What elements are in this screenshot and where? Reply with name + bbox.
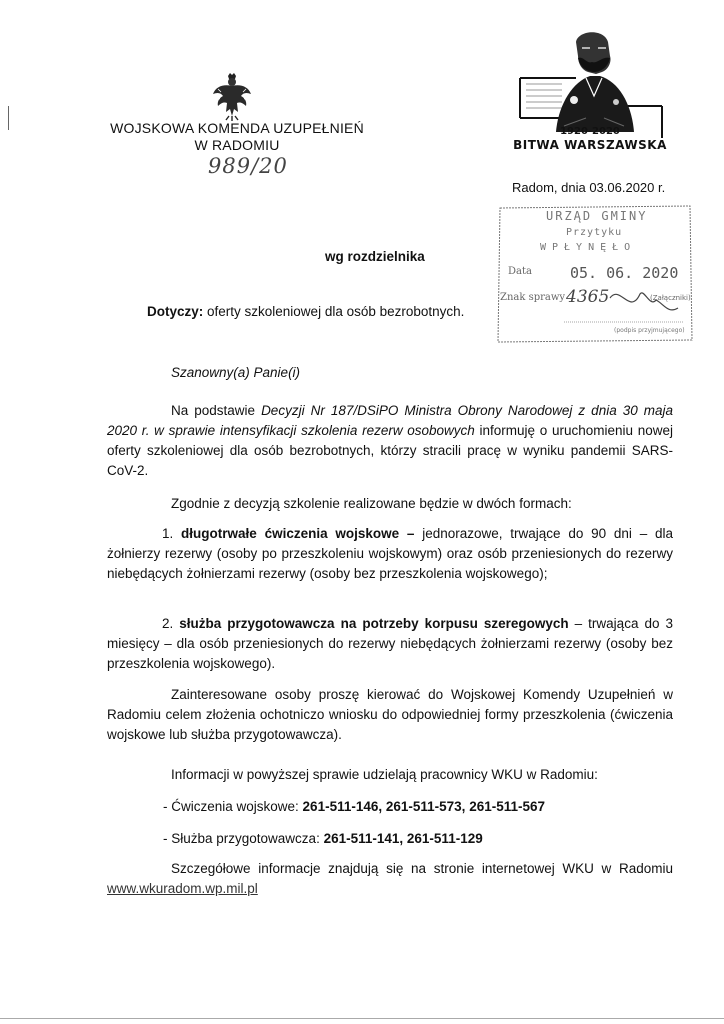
list-item-number: 2. [162,616,180,631]
list-item-text: – trwająca do 3 miesięcy – dla osób przeniesionych do rezerwy niebędących żołnierzami rezerwy (osoby bez przeszkolenia wojskowego). [107,616,673,671]
emblem-caption [500,126,680,152]
page-bottom-rule [0,1018,724,1019]
intro-text-b: informuję o uruchomieniu nowej oferty szkoleniowej dla osób bezrobotnych, którzy stracili pracę w wyniku pandemii SARS-CoV-2. [107,423,673,478]
stamp-office-place: Przytyku [566,227,623,238]
battle-emblem-portrait [516,26,666,138]
list-item-title: długotrwałe ćwiczenia wojskowe – [181,526,415,541]
stamp-date-value: 05. 06. 2020 [570,264,679,282]
stamp-ref-label: Znak sprawy [500,292,566,303]
issuer-city: W RADOMIU [194,137,280,153]
stamp-attachments-label: (Załączniki) [650,294,691,302]
list-item-text: jednorazowe, trwające do 90 dni – dla żołnierzy rezerwy (osoby po przeszkoleniu wojskowym) oraz osób przeniesionych do rezerwy niebędących żołnierzami rezerwy (osoby bez przeszkolenia wojskowego); [107,526,673,581]
list-item-title: służba przygotowawcza na potrzeby korpusu szeregowych [179,616,569,631]
website-paragraph [107,859,673,899]
stamp-date-label: Data [508,266,532,277]
list-item-exercises [107,524,673,584]
letter-date: Radom, dnia 03.06.2020 r. [512,180,666,195]
issuer-block [108,120,366,154]
forms-intro: Zgodnie z decyzją szkolenie realizowane będzie w dwóch formach: [171,496,572,511]
subject-label: Dotyczy: [147,304,204,319]
handwritten-registry-number: 989/20 [208,154,288,178]
contact-exercises [107,797,673,817]
stamp-ref-value: 4365 [566,287,610,307]
subject-line [147,304,464,319]
subject-text: oferty szkoleniowej dla osób bezrobotnych. [203,304,465,319]
contact-intro: Informacji w powyższej sprawie udzielają pracownicy WKU w Radomiu: [171,767,598,782]
list-item-number: 1. [162,526,182,541]
website-link[interactable]: www.wkuradom.wp.mil.pl [107,881,258,896]
contact-phones: 261-511-146, 261-511-573, 261-511-567 [302,799,546,814]
issuer-name: WOJSKOWA KOMENDA UZUPEŁNIEŃ [110,120,364,136]
salutation: Szanowny(a) Panie(i) [171,365,301,380]
contact-service [107,829,673,849]
instructions-paragraph: Zainteresowane osoby proszę kierować do Wojskowej Komendy Uzupełnień w Radomiu celem złożenia ochotniczo wniosku do odpowiedniej formy przeszkolenia (ćwiczenia wojskowe lub służba przygotowawcza). [107,687,673,742]
receipt-stamp [494,204,694,344]
contact-label: - Ćwiczenia wojskowe: [163,799,303,814]
polish-eagle-icon [212,72,252,122]
intro-paragraph [107,401,673,481]
website-text: Szczegółowe informacje znajdują się na stronie internetowej WKU w Radomiu [171,861,673,876]
decision-reference: Decyzji Nr 187/DSiPO Ministra Obrony Narodowej z dnia 30 maja 2020 r. w sprawie intensyfikacji szkolenia rezerw osobowych [107,403,673,438]
emblem-years: 1920-2020 [560,126,620,137]
stamp-sign-label: (podpis przyjmującego) [614,327,685,334]
contact-phones: 261-511-141, 261-511-129 [323,831,483,846]
emblem-title: BITWA WARSZAWSKA [513,138,667,152]
intro-text-a: Na podstawie [171,403,262,418]
contact-label: - Służba przygotowawcza: [163,831,324,846]
stamp-received: WPŁYNĘŁO [540,242,637,253]
list-item-service [107,614,673,674]
addressee: wg rozdzielnika [325,249,425,264]
stamp-office: URZĄD GMINY [546,209,648,223]
scan-margin-mark [8,106,9,130]
